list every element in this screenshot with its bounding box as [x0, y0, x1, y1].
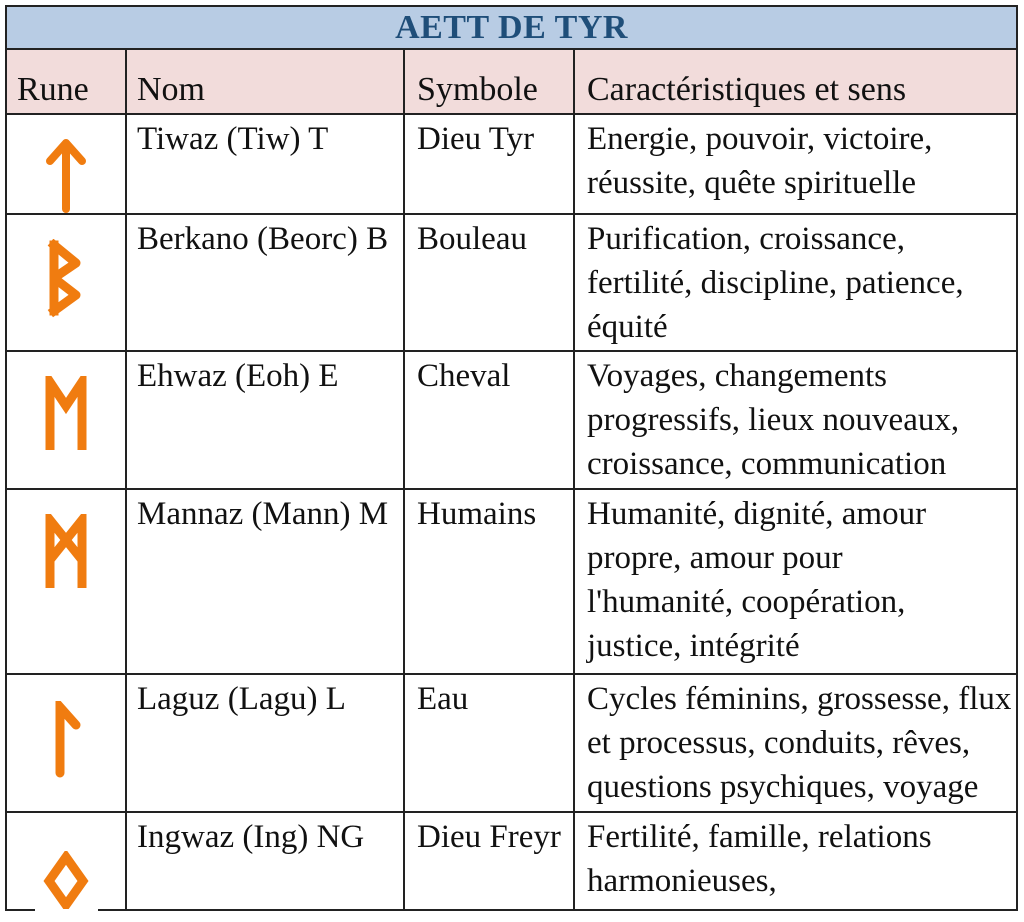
column-divider — [573, 50, 575, 113]
column-divider — [403, 490, 405, 673]
column-divider — [125, 490, 127, 673]
rune-symbol: Humains — [417, 496, 537, 532]
column-divider — [125, 50, 127, 113]
rune-cell — [7, 490, 125, 673]
rune-cell — [7, 115, 125, 213]
rune-symbol: Eau — [417, 681, 469, 717]
table-title: AETT DE TYR — [395, 8, 628, 46]
rune-name: Ingwaz (Ing) NG — [137, 819, 365, 855]
column-divider — [125, 215, 127, 350]
table-row — [5, 675, 1018, 813]
ingwaz-rune-icon — [41, 851, 91, 911]
rune-meaning: Cycles féminins, grossesse, flux et processus, conduits, rêves, questions psychiques, voyage — [587, 681, 1012, 805]
header-symbole: Symbole — [417, 71, 538, 108]
column-divider — [403, 675, 405, 811]
berkano-rune-icon — [46, 239, 86, 319]
column-divider — [573, 215, 575, 350]
rune-meaning: Fertilité, famille, relations harmonieuses, — [587, 819, 932, 899]
column-divider — [125, 675, 127, 811]
column-divider — [125, 813, 127, 909]
rune-meaning: Voyages, changements progressifs, lieux nouveaux, croissance, communication — [587, 358, 960, 482]
column-divider — [125, 352, 127, 488]
ehwaz-rune-icon — [44, 376, 88, 456]
rune-name: Mannaz (Mann) M — [137, 496, 389, 532]
table-row — [5, 490, 1018, 675]
column-divider — [573, 813, 575, 909]
column-divider — [403, 352, 405, 488]
column-divider — [403, 115, 405, 213]
rune-meaning: Energie, pouvoir, victoire, réussite, quête spirituelle — [587, 121, 933, 201]
rune-name: Tiwaz (Tiw) T — [137, 121, 329, 157]
rune-symbol: Cheval — [417, 358, 511, 394]
mannaz-rune-icon — [44, 514, 88, 594]
table-row — [5, 352, 1018, 490]
column-divider — [125, 115, 127, 213]
table-title-row — [5, 5, 1018, 50]
rune-symbol: Bouleau — [417, 221, 527, 257]
header-rune: Rune — [17, 71, 89, 108]
rune-name: Ehwaz (Eoh) E — [137, 358, 339, 394]
column-divider — [403, 813, 405, 909]
rune-name: Berkano (Beorc) B — [137, 221, 389, 257]
table-row — [5, 215, 1018, 352]
rune-cell — [7, 352, 125, 488]
header-caracteristiques: Caractéristiques et sens — [587, 71, 907, 108]
rune-cell — [7, 675, 125, 811]
rune-symbol: Dieu Freyr — [417, 819, 561, 855]
table-header-row — [5, 50, 1018, 115]
column-divider — [573, 675, 575, 811]
rune-cell — [7, 813, 125, 909]
tiwaz-rune-icon — [46, 137, 86, 217]
table-row — [5, 115, 1018, 215]
table-row — [5, 813, 1018, 911]
column-divider — [403, 50, 405, 113]
rune-meaning: Purification, croissance, fertilité, discipline, patience, équité — [587, 221, 964, 345]
rune-symbol: Dieu Tyr — [417, 121, 535, 157]
header-nom: Nom — [137, 71, 205, 108]
column-divider — [573, 115, 575, 213]
laguz-rune-icon — [46, 701, 86, 781]
column-divider — [403, 215, 405, 350]
column-divider — [573, 490, 575, 673]
rune-cell — [7, 215, 125, 350]
border-gap — [35, 909, 98, 913]
rune-name: Laguz (Lagu) L — [137, 681, 346, 717]
rune-meaning: Humanité, dignité, amour propre, amour pour l'humanité, coopération, justice, intégrité — [587, 496, 927, 664]
column-divider — [573, 352, 575, 488]
